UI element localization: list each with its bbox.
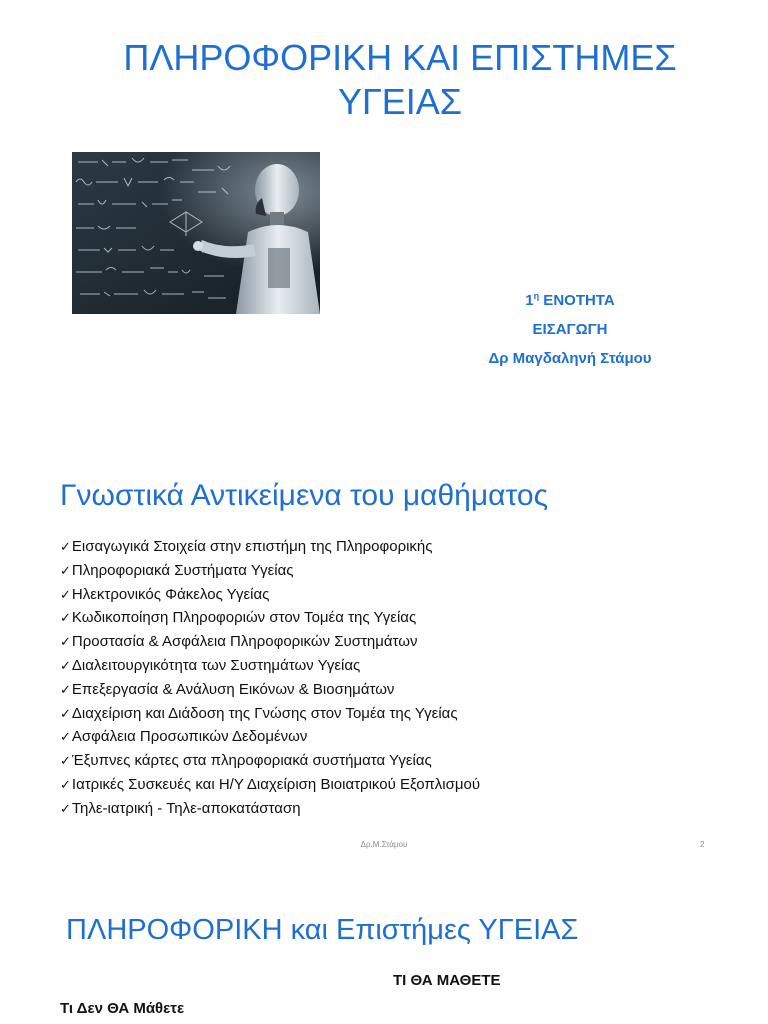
objective-text: Κωδικοποίηση Πληροφοριών στον Τομέα της Υγείας [71,609,417,627]
objective-item [60,536,480,560]
objective-item [60,679,480,703]
objective-text: Επεξεργασία & Ανάλυση Εικόνων & Βιοσημάτων [71,680,395,698]
unit-heading [400,286,740,315]
unit-ordinal: η [533,291,540,301]
objective-text: Προστασία & Ασφάλεια Πληροφορικών Συστημάτων [71,633,418,651]
objective-item [60,798,480,822]
objective-text: Εισαγωγικά Στοιχεία στην επιστήμη της Πληροφορικής [71,538,433,555]
checkmark-icon: ✓ [60,611,71,627]
objective-item [60,726,480,750]
objective-item [60,584,480,608]
checkmark-icon: ✓ [60,801,71,817]
objective-item [60,631,480,655]
course-title [0,36,768,124]
objective-item [60,703,480,727]
course-title-line-1: ΠΛΗΡΟΦΟΡΙΚΗ ΚΑΙ ΕΠΙΣΤΗΜΕΣ [123,37,677,78]
checkmark-icon: ✓ [60,730,71,746]
objective-text: Ηλεκτρονικός Φάκελος Υγείας [71,585,270,603]
footer-author: Δρ.Μ.Στάμου [360,840,408,849]
checkmark-icon: ✓ [60,706,71,722]
unit-info [400,286,740,373]
objective-item [60,774,480,798]
title-slide [0,0,768,440]
objective-text: Τηλε-ιατρική - Τηλε-αποκατάσταση [71,799,301,817]
objective-text: Ασφάλεια Προσωπικών Δεδομένων [71,728,308,746]
objectives-slide [0,440,768,860]
page-number: 2 [700,840,705,849]
objective-text: Διαχείριση και Διάδοση της Γνώσης στον Τομέα της Υγείας [71,704,458,722]
checkmark-icon: ✓ [60,754,71,770]
checkmark-icon: ✓ [60,563,71,579]
objective-item [60,750,480,774]
checkmark-icon: ✓ [60,777,71,793]
course-title-line-2: ΥΓΕΙΑΣ [337,81,463,122]
learning-slide [0,880,768,1024]
objective-text: Διαλειτουργικότητα των Συστημάτων Υγείας [71,656,361,674]
learning-slide-title: ΠΛΗΡΟΦΟΡΙΚΗ και Επιστήμες ΥΓΕΙΑΣ [66,914,579,946]
unit-number: 1 [525,292,534,309]
what-you-will-not-learn-heading: Τι Δεν ΘΑ Μάθετε [60,1000,185,1017]
objective-item [60,655,480,679]
objectives-title: Γνωστικά Αντικείμενα του μαθήματος [60,479,549,512]
objective-item [60,607,480,631]
checkmark-icon: ✓ [60,658,71,674]
objective-text: Πληροφοριακά Συστήματα Υγείας [71,561,294,579]
unit-label: ΕΝΟΤΗΤΑ [539,292,615,309]
checkmark-icon: ✓ [60,682,71,698]
author-name: Δρ Μαγδαληνή Στάμου [488,350,652,367]
robot-blackboard-image [72,152,320,314]
section-heading: ΕΙΣΑΓΩΓΗ [532,321,608,338]
objective-text: Έξυπνες κάρτες στα πληροφοριακά συστήματα Υγείας [71,752,432,770]
objectives-list [60,536,480,822]
checkmark-icon: ✓ [60,587,71,603]
checkmark-icon: ✓ [60,635,71,651]
objective-text: Ιατρικές Συσκευές και Η/Υ Διαχείριση Βιοιατρικού Εξοπλισμού [71,775,481,793]
checkmark-icon: ✓ [60,540,71,555]
objective-item [60,560,480,584]
what-you-will-learn-heading: ΤΙ ΘΑ ΜΑΘΕΤΕ [393,972,501,989]
